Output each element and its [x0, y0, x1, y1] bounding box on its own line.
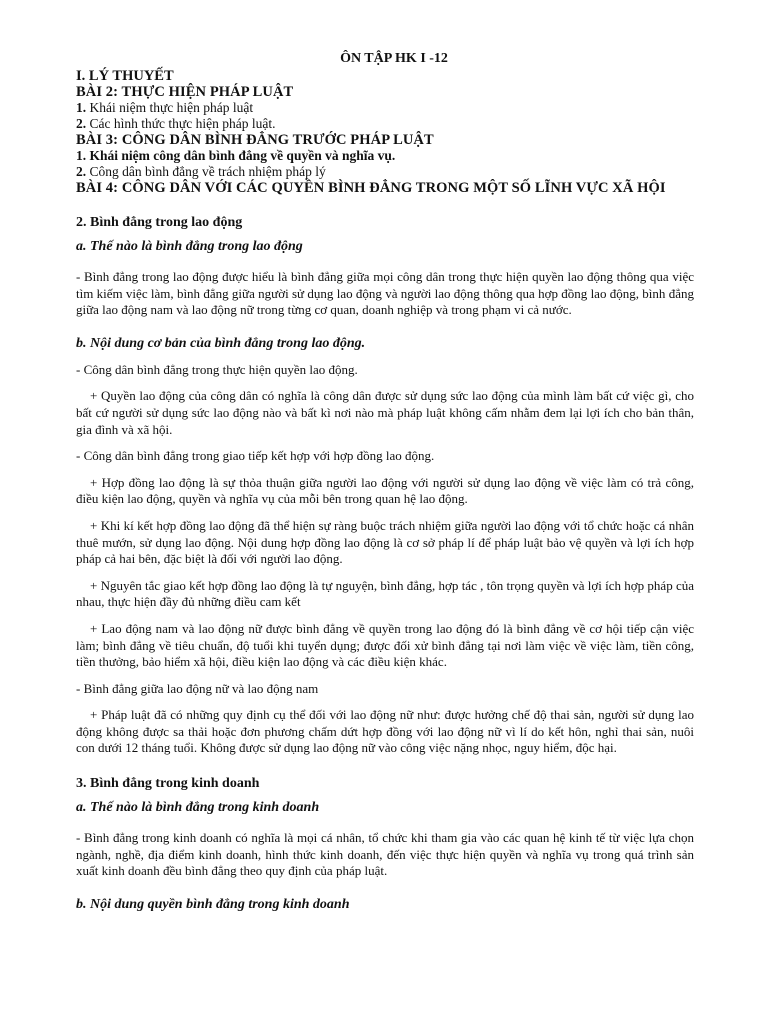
lesson-2-item-2: 2. Các hình thức thực hiện pháp luật. [76, 116, 276, 131]
part-heading: I. LÝ THUYẾT [76, 68, 174, 84]
section-2b-paragraph: - Công dân bình đẳng trong thực hiện quyền lao động. [76, 361, 358, 377]
lesson-2-heading: BÀI 2: THỰC HIỆN PHÁP LUẬT [76, 84, 294, 100]
section-3-heading: 3. Bình đẳng trong kinh doanh [76, 776, 260, 792]
lesson-2-item-1: 1. Khái niệm thực hiện pháp luật [76, 100, 254, 115]
section-3b-heading: b. Nội dung quyền bình đẳng trong kinh doanh [76, 896, 350, 912]
section-3a-heading: a. Thế nào là bình đẳng trong kinh doanh [76, 800, 320, 816]
section-2b-paragraph: - Bình đẳng giữa lao động nữ và lao động nam [76, 680, 319, 696]
document-page [76, 50, 694, 913]
section-2b-paragraph: + Pháp luật đã có những quy định cụ thể đối với lao động nữ như: được hưởng chế độ thai sản, người sử dụng lao động không được sa thải hoặc đơn phương chấm dứt hợp đồng với lao động nữ vì lí do kết hôn, nghỉ thai sản, nuôi con dưới 12 tháng tuổi. Không được sử dụng lao động nữ vào công việc nặng nhọc, nguy hiểm, độc hại. [76, 707, 694, 756]
lesson-3-item-2: 2. Công dân bình đẳng về trách nhiệm pháp lý [76, 164, 326, 179]
section-2b-paragraph: + Quyền lao động của công dân có nghĩa là công dân được sử dụng sức lao động của mình làm bất cứ việc gì, cho bất cứ người sử dụng sức lao động nào và bất kì nơi nào mà pháp luật không cấm nhằm đem lại lợi ích cho bản thân, gia đình và xã hội. [76, 388, 694, 437]
section-2b-paragraph: + Khi kí kết hợp đồng lao động đã thể hiện sự ràng buộc trách nhiệm giữa người lao động với tổ chức hoặc cá nhân thuê mướn, sử dụng lao động. Nội dung hợp đồng lao động là cơ sở pháp lí để pháp luật bảo vệ quyền và lợi ích hợp pháp cả hai bên, đặc biệt là đối với người lao động. [76, 517, 694, 567]
section-2b-heading: b. Nội dung cơ bản của bình đẳng trong lao động. [76, 335, 366, 351]
section-2b-paragraph: + Hợp đồng lao động là sự thỏa thuận giữa người lao động với người sử dụng lao động về việc làm có trả công, điều kiện lao động, quyền và nghĩa vụ của mỗi bên trong quan hệ lao động. [76, 474, 694, 507]
section-3a-paragraph: - Bình đẳng trong kinh doanh có nghĩa là mọi cá nhân, tổ chức khi tham gia vào các quan hệ kinh tế từ việc lựa chọn ngành, nghề, địa điểm kinh doanh, hình thức kinh doanh, đến việc thực hiện quyền và nghĩa vụ trong quá trình sản xuất kinh doanh đều bình đẳng theo quy định của pháp luật. [76, 830, 694, 879]
section-2b-paragraph: + Nguyên tắc giao kết hợp đồng lao động là tự nguyện, bình đẳng, hợp tác , tôn trọng quyền và lợi ích hợp pháp của nhau, thực hiện đầy đủ những điều cam kết [76, 577, 694, 610]
lesson-3-heading: BÀI 3: CÔNG DÂN BÌNH ĐẲNG TRƯỚC PHÁP LUẬT [76, 132, 434, 148]
section-2b-paragraph: - Công dân bình đẳng trong giao tiếp kết hợp với hợp đồng lao động. [76, 448, 435, 464]
section-2a-heading: a. Thế nào là bình đẳng trong lao động [76, 239, 303, 254]
lesson-4-heading: BÀI 4: CÔNG DÂN VỚI CÁC QUYỀN BÌNH ĐẲNG TRONG MỘT SỐ LĨNH VỰC XÃ HỘI [76, 180, 666, 196]
document-title: ÔN TẬP HK I -12 [340, 51, 448, 66]
section-2a-paragraph: - Bình đẳng trong lao động được hiểu là bình đẳng giữa mọi công dân trong thực hiện quyền lao động thông qua việc tìm kiếm việc làm, bình đẳng giữa người sử dụng lao động và người lao động thông qua hợp đồng lao động, bình đẳng giữa lao động nam và lao động nữ trong từng cơ quan, doanh nghiệp và trong phạm vi cả nước. [76, 269, 694, 318]
lesson-3-item-1: 1. Khái niệm công dân bình đẳng về quyền và nghĩa vụ. [76, 148, 396, 163]
section-2-heading: 2. Bình đẳng trong lao động [76, 215, 243, 230]
section-2b-paragraph: + Lao động nam và lao động nữ được bình đẳng về quyền trong lao động đó là bình đẳng về cơ hội tiếp cận việc làm; bình đẳng về tiêu chuẩn, độ tuổi khi tuyển dụng; được đối xử bình đẳng tại nơi làm việc về việc làm, tiền công, tiền thưởng, bảo hiểm xã hội, điều kiện lao động và các điều kiện khác. [76, 620, 694, 670]
section-2b-paragraphs [76, 362, 694, 757]
